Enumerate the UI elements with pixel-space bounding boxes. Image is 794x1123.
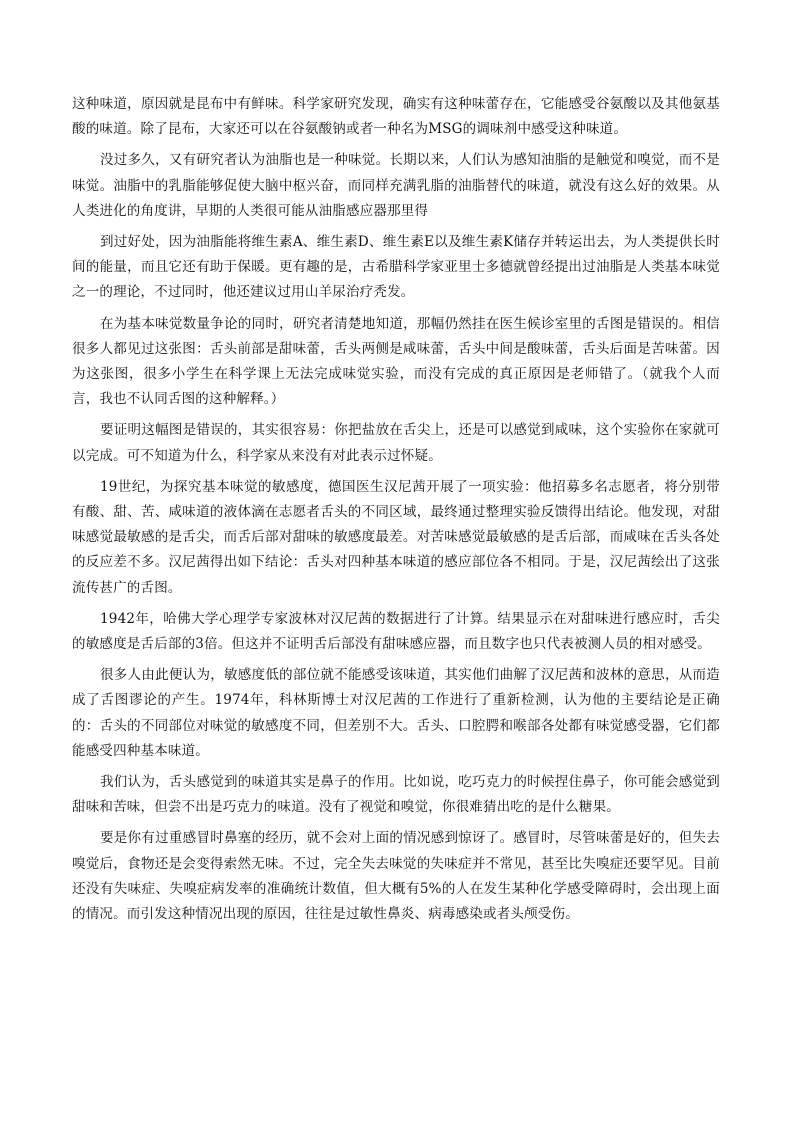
paragraph-6: 19世纪，为探究基本味觉的敏感度，德国医生汉尼茜开展了一项实验：他招募多名志愿者，将分别带有酸、甜、苦、咸味道的液体滴在志愿者舌头的不同区域，最终通过整理实验反馈得出结论。他发现，对甜味感觉最敏感的是舌尖，而舌后部对甜味的敏感度最差。对苦味感觉最敏感的是舌后部，而咸味在舌头各处的反应差不多。汉尼茜得出如下结论：舌头对四种基本味道的感应部位各不相同。于是，汉尼茜绘出了这张流传甚广的舌图。 [72, 478, 720, 596]
paragraph-4: 在为基本味觉数量争论的同时，研究者清楚地知道，那幅仍然挂在医生候诊室里的舌图是错误的。相信很多人都见过这张图：舌头前部是甜味蕾，舌头两侧是咸味蕾，舌头中间是酸味蕾，舌头后面是苦味蕾。因为这张图，很多小学生在科学课上无法完成味觉实验，而没有完成的真正原因是老师错了。（就我个人而言，我也不认同舌图的这种解释。） [72, 315, 720, 408]
paragraph-8: 很多人由此便认为，敏感度低的部位就不能感受该味道，其实他们曲解了汉尼茜和波林的意思，从而造成了舌图谬论的产生。1974年，科林斯博士对汉尼茜的工作进行了重新检测，认为他的主要结论是正确的：舌头的不同部位对味觉的敏感度不同，但差别不大。舌头、口腔腭和喉部各处都有味觉感受器，它们都能感受四种基本味道。 [72, 667, 720, 759]
paragraph-1: 这种味道，原因就是昆布中有鲜味。科学家研究发现，确实有这种味蕾存在，它能感受谷氨酸以及其他氨基酸的味道。除了昆布，大家还可以在谷氨酸钠或者一种名为MSG的调味剂中感受这种味道。 [72, 96, 720, 138]
paragraph-10: 要是你有过重感冒时鼻塞的经历，就不会对上面的情况感到惊讶了。感冒时，尽管味蕾是好的，但失去嗅觉后，食物还是会变得索然无味。不过，完全失去味觉的失味症并不常见，甚至比失嗅症还要罕见。目前还没有失味症、失嗅症病发率的准确统计数值，但大概有5%的人在发生某种化学感受障碍时，会出现上面的情况。而引发这种情况出现的原因，往往是过敏性鼻炎、病毒感染或者头颅受伤。 [72, 830, 720, 923]
document-page [72, 92, 720, 933]
paragraph-7: 1942年，哈佛大学心理学专家波林对汉尼茜的数据进行了计算。结果显示在对甜味进行感应时，舌尖的敏感度是舌后部的3倍。但这并不证明舌后部没有甜味感应器，而且数字也只代表被测人员的相对感受。 [72, 610, 720, 653]
paragraph-3: 到过好处，因为油脂能将维生素A、维生素D、维生素E以及维生素K储存并转运出去，为人类提供长时间的能量，而且它还有助于保暖。更有趣的是，古希腊科学家亚里士多德就曾经提出过油脂是人类基本味觉之一的理论，不过同时，他还建议过用山羊尿治疗秃发。 [72, 234, 720, 301]
paragraph-9: 我们认为，舌头感觉到的味道其实是鼻子的作用。比如说，吃巧克力的时候捏住鼻子，你可能会感觉到甜味和苦味，但尝不出是巧克力的味道。没有了视觉和嗅觉，你很难猜出吃的是什么糖果。 [72, 774, 720, 816]
paragraph-2: 没过多久，又有研究者认为油脂也是一种味觉。长期以来，人们认为感知油脂的是触觉和嗅觉，而不是味觉。油脂中的乳脂能够促使大脑中枢兴奋，而同样充满乳脂的油脂替代的味道，就没有这么好的效果。从人类进化的角度讲，早期的人类很可能从油脂感应器那里得 [72, 152, 720, 219]
paragraph-5: 要证明这幅图是错误的，其实很容易：你把盐放在舌尖上，还是可以感觉到咸味，这个实验你在家就可以完成。可不知道为什么，科学家从来没有对此表示过怀疑。 [72, 422, 720, 464]
